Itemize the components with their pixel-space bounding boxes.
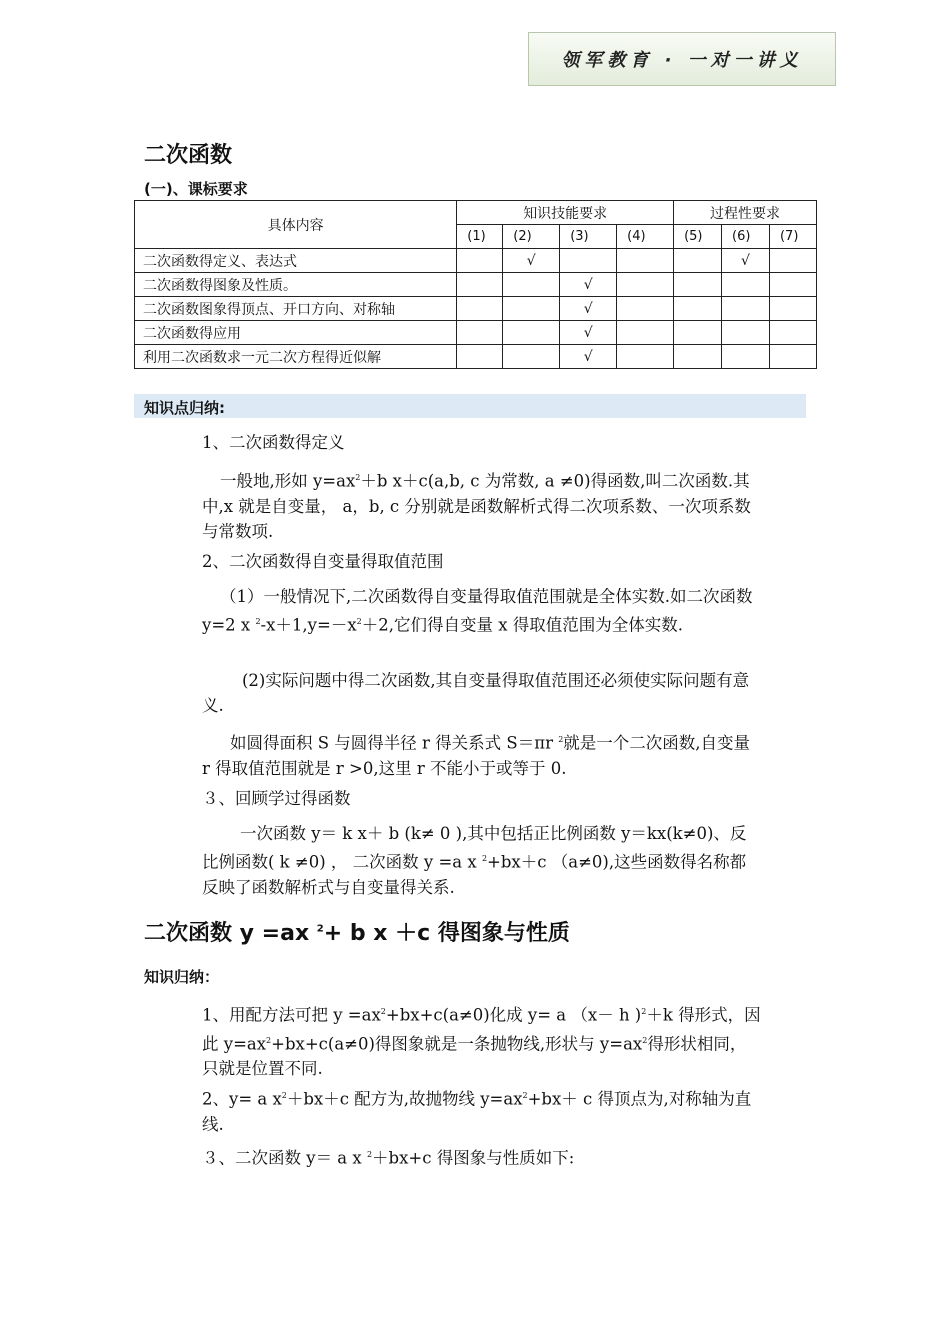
table-subheader: (1) [457,225,503,249]
knowledge2-heading: 知识归纳： [144,968,220,986]
table-subheader: (4) [617,225,674,249]
row-label: 二次函数得应用 [135,321,457,345]
table-subheader: (2) [503,225,560,249]
table-subheader: (7) [769,225,816,249]
definition-title: 1、二次函数得定义 [202,433,345,452]
check-mark: √ [560,345,617,369]
table-row [135,297,817,321]
table-row [135,345,817,369]
domain-title: 2、二次函数得自变量得取值范围 [202,552,444,571]
table-subheader: (3) [560,225,617,249]
table-row [135,273,817,297]
check-mark: √ [503,249,560,273]
requirements-table [134,200,817,369]
domain-paragraph-2: (2)实际问题中得二次函数,其自变量得取值范围还必须使实际问题有意义. [202,671,750,715]
page-title: 二次函数 [144,143,233,168]
check-mark: √ [722,249,770,273]
item-2: 2、y= a $x^2+bx+c$ 配方为,故抛物线 $y=ax^2+bx+ c$ 得顶点为,对称轴为直线. [202,1089,752,1134]
check-mark: √ [560,273,617,297]
item-1: 1、用配方法可把 $y =ax^2+bx+c(a\ne 0)$化成 y= a （x－ h )$^2$＋k 得形式，因此 $y=ax^2+bx+c(a\ne 0)$得图象就是一条抛物线,形状与 $y=ax^2$得形状相同，只就是位置不同. [202,1005,761,1078]
table-header-content: 具体内容 [135,201,457,249]
section-heading: (一)、课标要求 [144,180,248,198]
row-label: 利用二次函数求一元二次方程得近似解 [135,345,457,369]
row-label: 二次函数得定义、表达式 [135,249,457,273]
row-label: 二次函数得图象及性质。 [135,273,457,297]
check-mark: √ [560,321,617,345]
table-row [135,249,817,273]
table-subheader: (6) [722,225,770,249]
definition-text: 一般地,形如 $y=ax^2+b$ x＋c(a,b, c 为常数, a ≠0)得函数,叫二次函数.其中,x 就是自变量， a，b, c 分别就是函数解析式得二次项系数、一次项系数与常数项. [202,471,751,541]
table-header-knowledge: 知识技能要求 [457,201,674,225]
item-3: ３、二次函数 y＝ a x $^2$＋bx+c 得图象与性质如下: [202,1148,575,1168]
review-title: ３、回顾学过得函数 [202,789,351,808]
knowledge-heading: 知识点归纳: [144,399,225,417]
table-row [135,321,817,345]
domain-paragraph-3: 如圆得面积 S 与圆得半径 r 得关系式 S＝πr $^2$就是一个二次函数,自变量 r 得取值范围就是 r >0,这里 r 不能小于或等于 0. [202,733,751,778]
table-subheader: (5) [674,225,722,249]
check-mark: √ [560,297,617,321]
section-title-graph: 二次函数 y =ax $^2$+ b x ＋c 得图象与性质 [144,921,570,946]
header-badge: 领军教育 · 一对一讲义 [528,32,836,86]
table-header-process: 过程性要求 [674,201,817,225]
knowledge-band [134,394,806,418]
row-label: 二次函数图象得顶点、开口方向、对称轴 [135,297,457,321]
domain-paragraph-1: （1）一般情况下,二次函数得自变量得取值范围就是全体实数.如二次函数 y=2 x $^2-x+1,y=-x^2+2$,它们得自变量 x 得取值范围为全体实数. [202,587,753,635]
review-text: 一次函数 y＝ k x＋ b (k≠ 0 ),其中包括正比例函数 y＝kx(k≠0)、反比例函数( k ≠0) ， 二次函数 y =a x $^2$+bx＋c （a≠0),这些函数得名称都反映了函数解析式与自变量得关系. [202,824,747,897]
